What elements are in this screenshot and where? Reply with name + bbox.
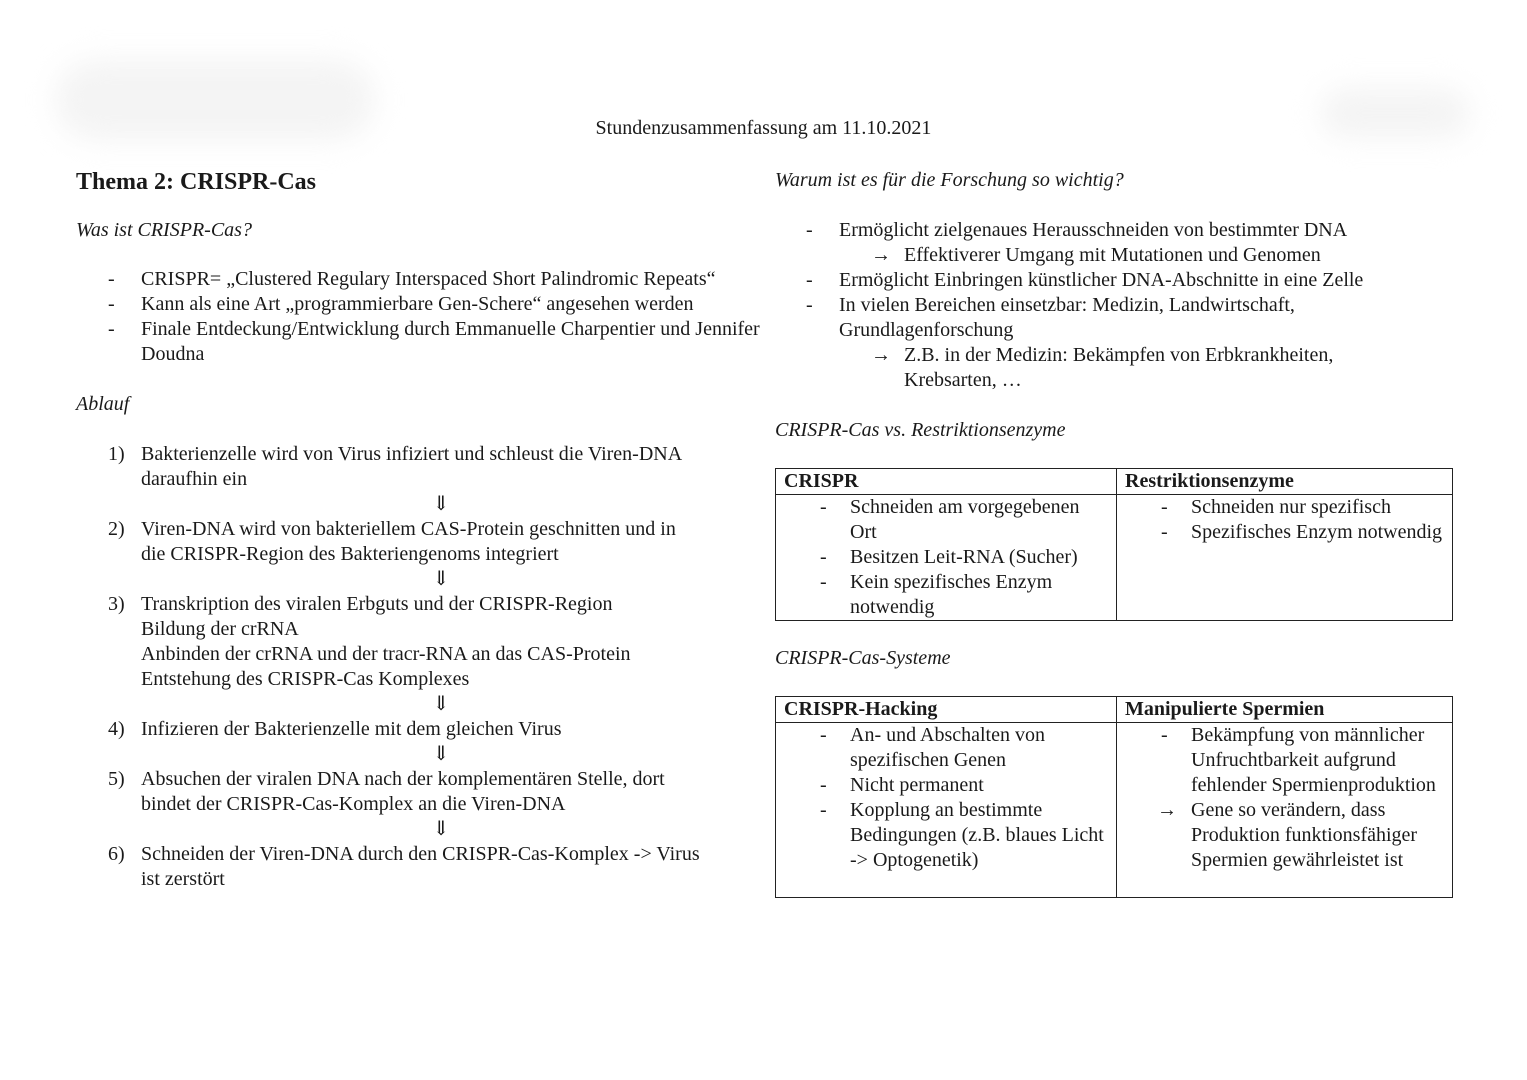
step-item: 3) Transkription des viralen Erbguts und der CRISPR-Region Bildung der crRNA Anbinden der crRNA und der tracr-RNA an das CAS-Protein Entstehung des CRISPR-Cas Komplexes	[108, 593, 631, 690]
table-cell: - Schneiden am vorgegebenen Ort - Besitzen Leit-RNA (Sucher) - Kein spezifisches Enzym notwendig	[776, 495, 1117, 621]
comparison-table	[775, 468, 1453, 621]
definition-item: - Kann als eine Art „programmierbare Gen-Schere“ angesehen werden	[76, 292, 766, 317]
why-important-question: Warum ist es für die Forschung so wichtig?	[775, 169, 1124, 191]
topic-title: Thema 2: CRISPR-Cas	[76, 169, 316, 195]
table-header: Restriktionsenzyme	[1117, 469, 1453, 495]
page-header	[0, 116, 1527, 141]
definition-item: - CRISPR= „Clustered Regulary Interspaced Short Palindromic Repeats“	[76, 267, 766, 292]
ablauf-title: Ablauf	[76, 393, 130, 415]
table-header: Manipulierte Spermien	[1117, 697, 1453, 723]
what-is-question: Was ist CRISPR-Cas?	[76, 219, 252, 241]
down-arrow: ⇓	[432, 693, 450, 715]
table-header: CRISPR-Hacking	[776, 697, 1117, 723]
systems-table	[775, 696, 1453, 898]
step-item: 2) Viren-DNA wird von bakteriellem CAS-Protein geschnitten und in die CRISPR-Region des Bakteriengenoms integriert	[108, 518, 676, 565]
definition-list	[76, 267, 766, 367]
importance-item: - Ermöglicht Einbringen künstlicher DNA-Abschnitte in eine Zelle	[774, 268, 1465, 293]
step-item: 4) Infizieren der Bakterienzelle mit dem gleichen Virus	[108, 718, 562, 740]
systems-title: CRISPR-Cas-Systeme	[775, 647, 951, 669]
importance-list	[774, 218, 1465, 393]
step-item: 6) Schneiden der Viren-DNA durch den CRISPR-Cas-Komplex -> Virus ist zerstört	[108, 843, 700, 890]
table-cell: - Bekämpfung von männlicher Unfruchtbarkeit aufgrund fehlender Spermienproduktion → Gene so verändern, dass Produktion funktionsfähiger Spermien gewährleistet ist	[1117, 723, 1453, 898]
step-item: 5) Absuchen der viralen DNA nach der komplementären Stelle, dort bindet der CRISPR-Cas-Komplex an die Viren-DNA	[108, 768, 665, 815]
down-arrow: ⇓	[432, 568, 450, 590]
vs-title: CRISPR-Cas vs. Restriktionsenzyme	[775, 419, 1066, 441]
importance-subitem: → Effektiverer Umgang mit Mutationen und Genomen	[871, 244, 1321, 266]
process-steps	[76, 442, 766, 892]
table-cell: - Schneiden nur spezifisch - Spezifisches Enzym notwendig	[1117, 495, 1453, 621]
table-header: CRISPR	[776, 469, 1117, 495]
importance-item: - Ermöglicht zielgenaues Herausschneiden von bestimmter DNA	[774, 218, 1465, 243]
importance-subitem: → Z.B. in der Medizin: Bekämpfen von Erbkrankheiten, Krebsarten, …	[871, 344, 1334, 391]
right-column	[775, 166, 1465, 898]
definition-item: - Finale Entdeckung/Entwicklung durch Emmanuelle Charpentier und Jennifer Doudna	[76, 317, 766, 367]
down-arrow: ⇓	[432, 818, 450, 840]
down-arrow: ⇓	[432, 743, 450, 765]
importance-item: - In vielen Bereichen einsetzbar: Medizin, Landwirtschaft, Grundlagenforschung	[774, 293, 1465, 343]
step-item: 1) Bakterienzelle wird von Virus infiziert und schleust die Viren-DNA daraufhin ein	[108, 443, 683, 490]
left-column	[76, 166, 766, 892]
header-text: Stundenzusammenfassung am 11.10.2021	[595, 117, 932, 139]
down-arrow: ⇓	[432, 493, 450, 515]
table-cell: - An- und Abschalten von spezifischen Genen - Nicht permanent - Kopplung an bestimmte Bedingungen (z.B. blaues Licht -> Optogenetik)	[776, 723, 1117, 898]
